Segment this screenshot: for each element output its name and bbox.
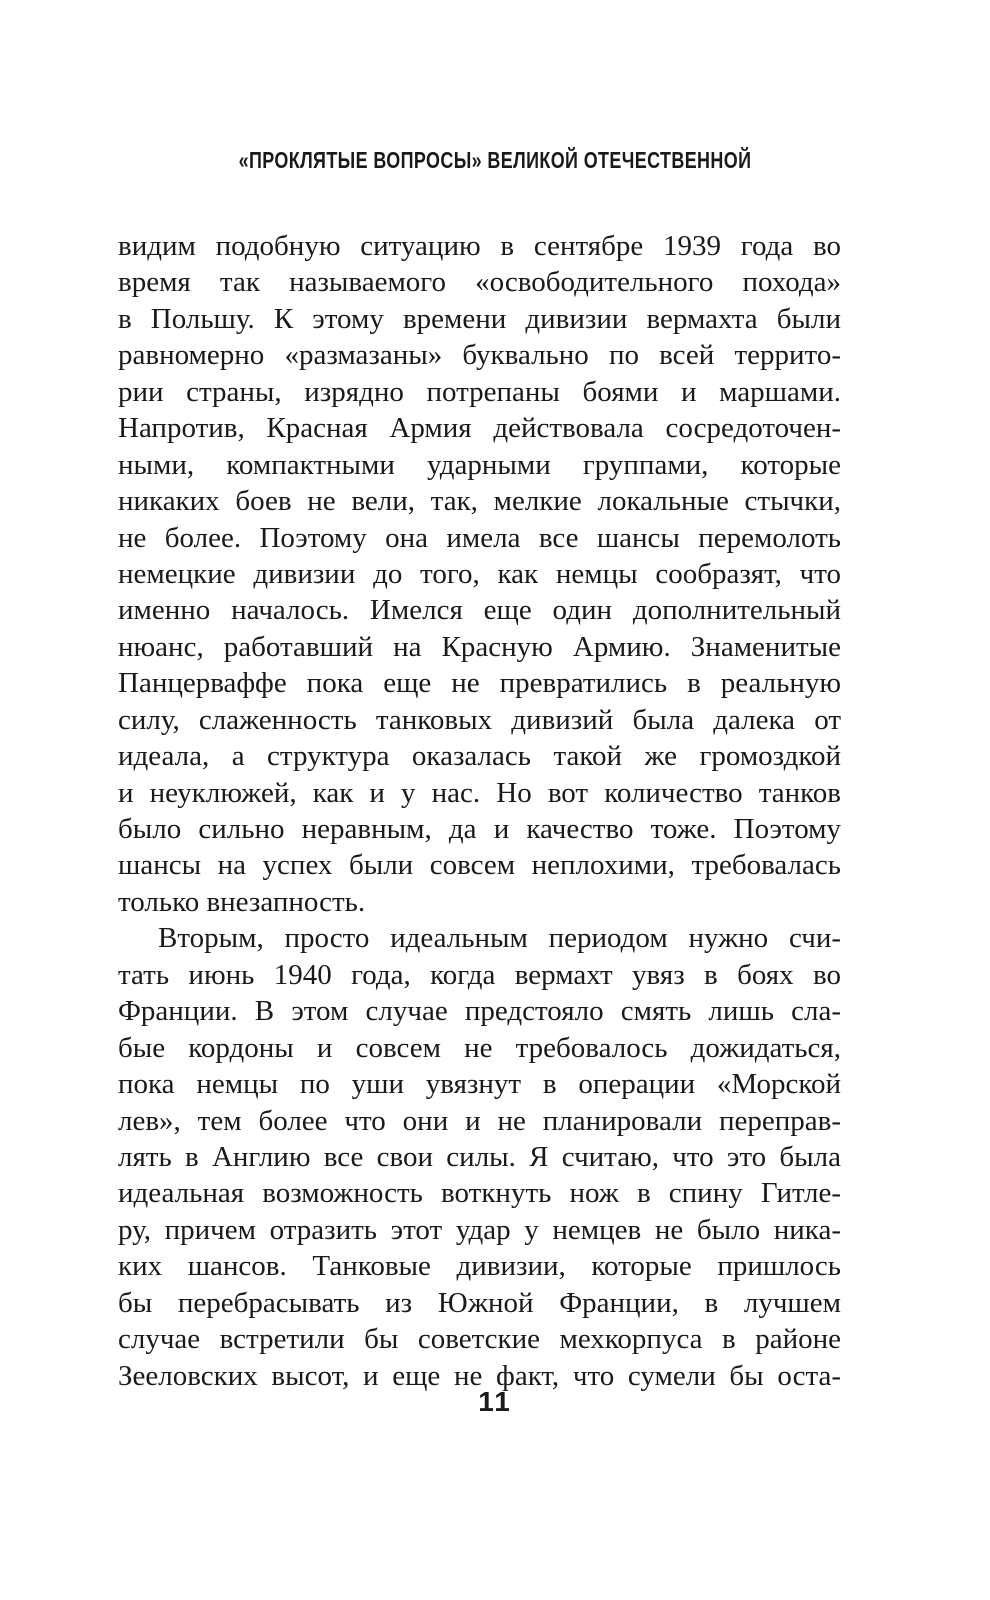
text-line: Панцерваффе пока еще не превратились в реальную	[118, 667, 841, 700]
text-line: время так называемого «освободительного похода»	[118, 266, 841, 299]
text-line: идеала, а структура оказалась такой же громоздкой	[118, 740, 841, 773]
text-line: Зееловских высот, и еще не факт, что сумели бы оста-	[118, 1359, 841, 1392]
text-line: не более. Поэтому она имела все шансы перемолоть	[118, 521, 841, 554]
text-line: ких шансов. Танковые дивизии, которые пришлось	[118, 1250, 841, 1283]
text-line: Франции. В этом случае предстояло смять лишь сла-	[118, 995, 841, 1028]
text-line: нюанс, работавший на Красную Армию. Знаменитые	[118, 630, 841, 663]
text-line: шансы на успех были совсем неплохими, требовалась	[118, 849, 841, 882]
text-line: и неуклюжей, как и у нас. Но вот количество танков	[118, 776, 841, 809]
text-line: пока немцы по уши увязнут в операции «Морской	[118, 1068, 841, 1101]
page-number: 11	[478, 1386, 512, 1417]
text-line: лев», тем более что они и не планировали переправ-	[118, 1104, 841, 1137]
text-line: немецкие дивизии до того, как немцы сообразят, что	[118, 557, 841, 590]
body-text	[118, 228, 841, 1394]
text-line: было сильно неравным, да и качество тоже. Поэтому	[118, 813, 841, 845]
text-line: в Польшу. К этому времени дивизии вермахта были	[118, 302, 841, 335]
text-line: ными, компактными ударными группами, которые	[118, 448, 841, 481]
text-line: ру, причем отразить этот удар у немцев не было ника-	[118, 1213, 841, 1246]
text-line: случае встретили бы советские мехкорпуса в районе	[118, 1323, 841, 1356]
text-line: идеальная возможность воткнуть нож в спину Гитле-	[118, 1177, 841, 1210]
text-line: никаких боев не вели, так, мелкие локальные стычки,	[118, 485, 841, 518]
text-line: видим подобную ситуацию в сентябре 1939 года во	[118, 230, 841, 262]
text-line: Напротив, Красная Армия действовала сосредоточен-	[118, 412, 841, 445]
text-line: равномерно «размазаны» буквально по всей террито-	[118, 339, 841, 372]
running-head: «ПРОКЛЯТЫЕ ВОПРОСЫ» ВЕЛИКОЙ ОТЕЧЕСТВЕННОЙ	[238, 147, 752, 173]
text-line: только внезапность.	[118, 885, 366, 918]
text-line: тать июнь 1940 года, когда вермахт увяз в боях во	[118, 958, 841, 991]
text-line: бые кордоны и совсем не требовалось дожидаться,	[118, 1031, 841, 1064]
text-line: Вторым, просто идеальным периодом нужно счи-	[158, 922, 841, 955]
text-line: рии страны, изрядно потрепаны боями и маршами.	[118, 375, 841, 408]
text-line: бы перебрасывать из Южной Франции, в лучшем	[118, 1286, 841, 1319]
text-line: именно началось. Имелся еще один дополнительный	[118, 594, 841, 627]
text-line: силу, слаженность танковых дивизий была далека от	[118, 703, 841, 736]
text-line: лять в Англию все свои силы. Я считаю, что это была	[118, 1140, 841, 1173]
